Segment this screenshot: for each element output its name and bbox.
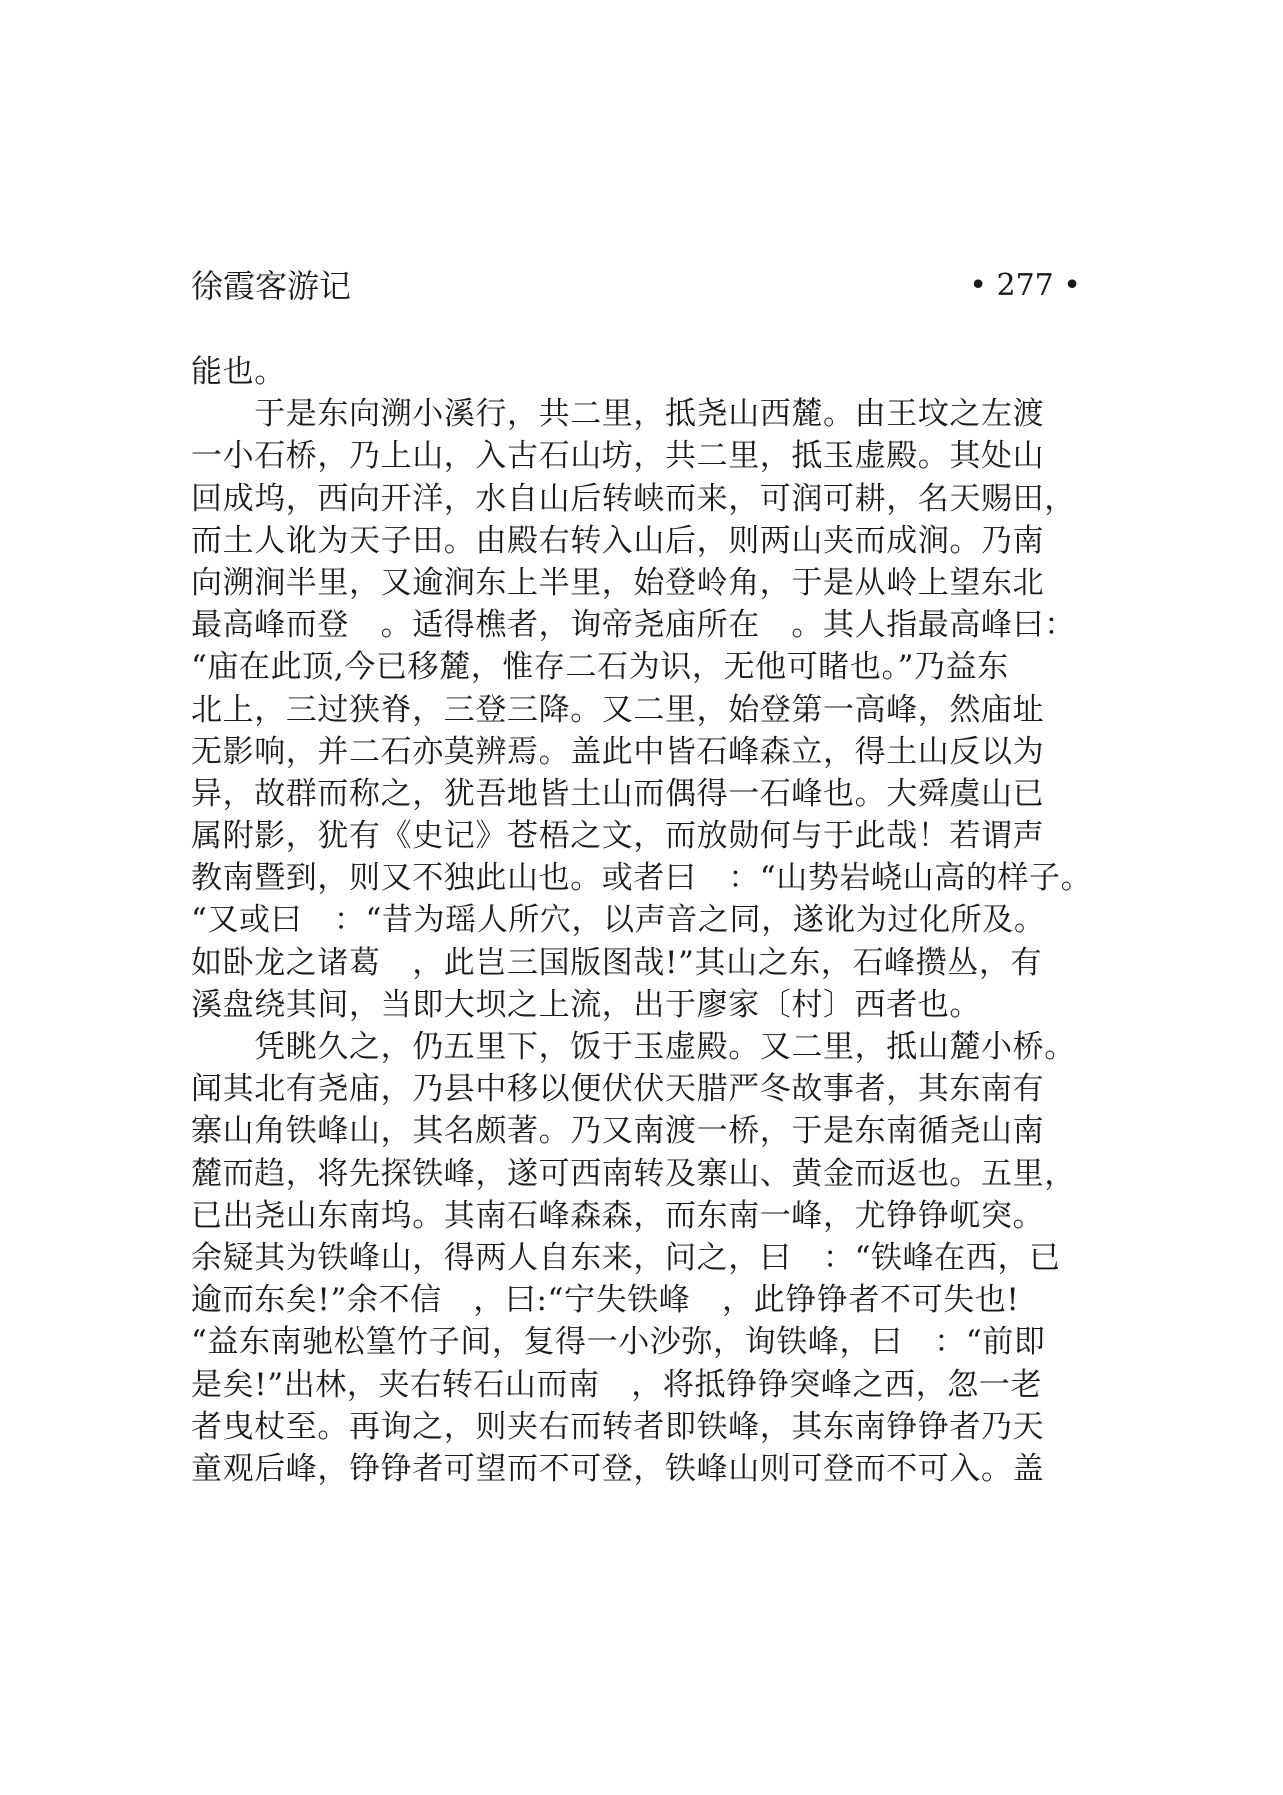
text-line: 属附影，犹有《史记》苍梧之文，而放勋何与于此哉！若谓声: [191, 818, 1045, 855]
page-number: • 277 •: [969, 268, 1081, 303]
text-line: “益东南驰松篁竹子间，复得一小沙弥，询铁峰，曰 ：“前即: [191, 1324, 1046, 1361]
text-line: 逾而东矣!”余不信 ，曰:“宁失铁峰 ，此铮铮者不可失也!: [191, 1282, 1020, 1319]
text-line: 溪盘绕其间，当即大坝之上流，出于廖家〔村〕西者也。: [191, 986, 981, 1023]
text-line: “又或曰 ：“昔为瑶人所穴，以声音之同，遂讹为过化所及。: [191, 902, 1046, 939]
text-line: 寨山角铁峰山，其名颇著。乃又南渡一桥，于是东南循尧山南: [191, 1113, 1045, 1150]
text-line: 如卧龙之诸葛 ，此岂三国版图哉!”其山之东，石峰攒丛，有: [191, 944, 1043, 981]
text-line: 于是东向溯小溪行，共二里，抵尧山西麓。由王坟之左渡: [191, 396, 1045, 433]
text-line: 能也。: [191, 354, 286, 390]
text-line: 北上，三过狭脊，三登三降。又二里，始登第一高峰，然庙址: [191, 691, 1045, 728]
text-line: 余疑其为铁峰山，得两人自东来，问之，曰 ：“铁峰在西，已: [191, 1239, 1061, 1276]
text-line: 回成坞，西向开洋，水自山后转峡而来，可润可耕，名天赐田，: [191, 480, 1076, 517]
text-line: 异，故群而称之，犹吾地皆土山而偶得一石峰也。大舜虞山已: [191, 775, 1045, 812]
text-line: 教南暨到，则又不独此山也。或者曰 ：“山势岩峣山高的样子。: [191, 860, 1093, 897]
text-line: 而土人讹为天子田。由殿右转入山后，则两山夹而成涧。乃南: [191, 522, 1045, 559]
text-line: 已出尧山东南坞。其南石峰森森，而东南一峰，尤铮铮屼突。: [191, 1197, 1045, 1234]
text-line: 是矣!”出林，夹右转石山而南 ，将抵铮铮突峰之西，忽一老: [191, 1366, 1043, 1403]
text-line: 者曳杖至。再询之，则夹右而转者即铁峰，其东南铮铮者乃天: [191, 1408, 1045, 1445]
text-line: 向溯涧半里，又逾涧东上半里，始登岭角，于是从岭上望东北: [191, 564, 1045, 601]
text-line: 一小石桥，乃上山，入古石山坊，共二里，抵玉虚殿。其处山: [191, 438, 1045, 475]
text-line: 闻其北有尧庙，乃县中移以便伏伏天腊严冬故事者，其东南有: [191, 1071, 1045, 1108]
text-line: “庙在此顶,今已移麓，惟存二石为识，无他可睹也。”乃益东: [191, 649, 1009, 686]
text-line: 最高峰而登 。适得樵者，询帝尧庙所在 。其人指最高峰曰：: [191, 607, 1076, 644]
text-line: 无影响，并二石亦莫辨焉。盖此中皆石峰森立，得土山反以为: [191, 733, 1045, 770]
book-title: 徐霞客游记: [191, 267, 352, 305]
text-line: 麓而趋，将先探铁峰，遂可西南转及寨山、黄金而返也。五里，: [191, 1155, 1076, 1192]
running-header: [191, 262, 1081, 310]
text-line: 童观后峰，铮铮者可望而不可登，铁峰山则可登而不可入。盖: [191, 1450, 1045, 1487]
body-text: [191, 351, 1093, 1490]
text-line: 凭眺久之，仍五里下，饭于玉虚殿。又二里，抵山麓小桥。: [191, 1029, 1076, 1065]
